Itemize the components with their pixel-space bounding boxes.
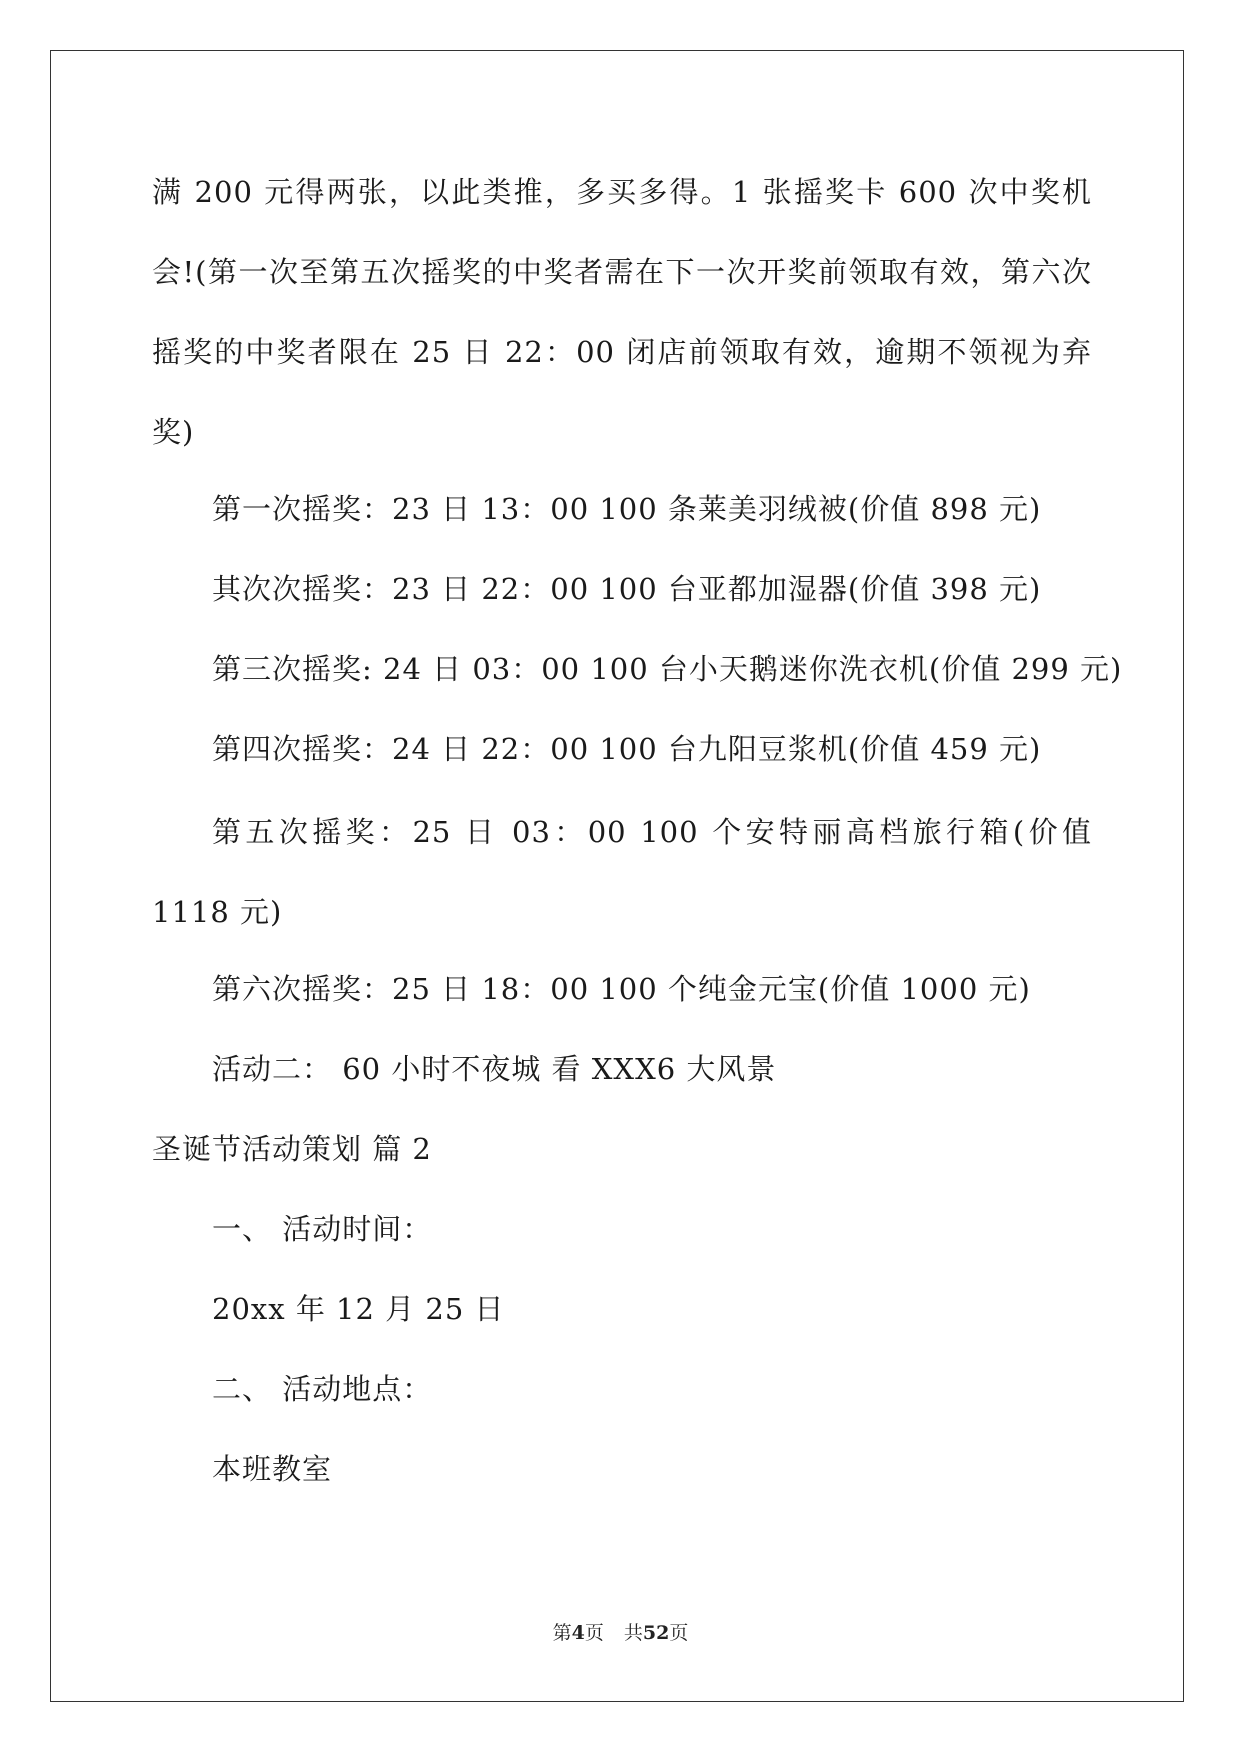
section-title: 圣诞节活动策划 篇 2	[152, 1132, 432, 1166]
page-suffix: 页	[584, 1622, 604, 1644]
draw-6-line: 第六次摇奖：25 日 18：00 100 个纯金元宝(价值 1000 元)	[212, 972, 1031, 1006]
location-heading: 二、 活动地点：	[212, 1372, 433, 1406]
total-prefix: 共	[623, 1622, 643, 1644]
draw-4-line: 第四次摇奖：24 日 22：00 100 台九阳豆浆机(价值 459 元)	[212, 732, 1042, 766]
activity-2-line: 活动二： 60 小时不夜城 看 XXX6 大风景	[212, 1052, 777, 1086]
document-body	[152, 156, 1123, 1512]
total-pages: 52	[642, 1622, 670, 1644]
time-heading: 一、 活动时间：	[212, 1212, 433, 1246]
draw-3-line: 第三次摇奖: 24 日 03：00 100 台小天鹅迷你洗衣机(价值 299 元)	[212, 652, 1123, 686]
time-value: 20xx 年 12 月 25 日	[212, 1292, 505, 1326]
total-suffix: 页	[669, 1622, 689, 1644]
intro-paragraph: 满 200 元得两张，以此类推，多买多得。1 张摇奖卡 600 次中奖机会!(第一次至第五次摇奖的中奖者需在下一次开奖前领取有效，第六次摇奖的中奖者限在 25 日 22：00 闭店前领取有效，逾期不领视为弃奖)	[152, 175, 1092, 449]
draw-1-line: 第一次摇奖：23 日 13：00 100 条莱美羽绒被(价值 898 元)	[212, 492, 1042, 526]
location-value: 本班教室	[212, 1452, 333, 1486]
page-prefix: 第	[552, 1622, 572, 1644]
draw-5-line: 第五次摇奖：25 日 03：00 100 个安特丽高档旅行箱(价值 1118 元)	[152, 815, 1092, 929]
page-number: 4	[571, 1622, 585, 1644]
draw-2-line: 其次次摇奖：23 日 22：00 100 台亚都加湿器(价值 398 元)	[212, 572, 1042, 606]
page-footer	[0, 1618, 1241, 1645]
